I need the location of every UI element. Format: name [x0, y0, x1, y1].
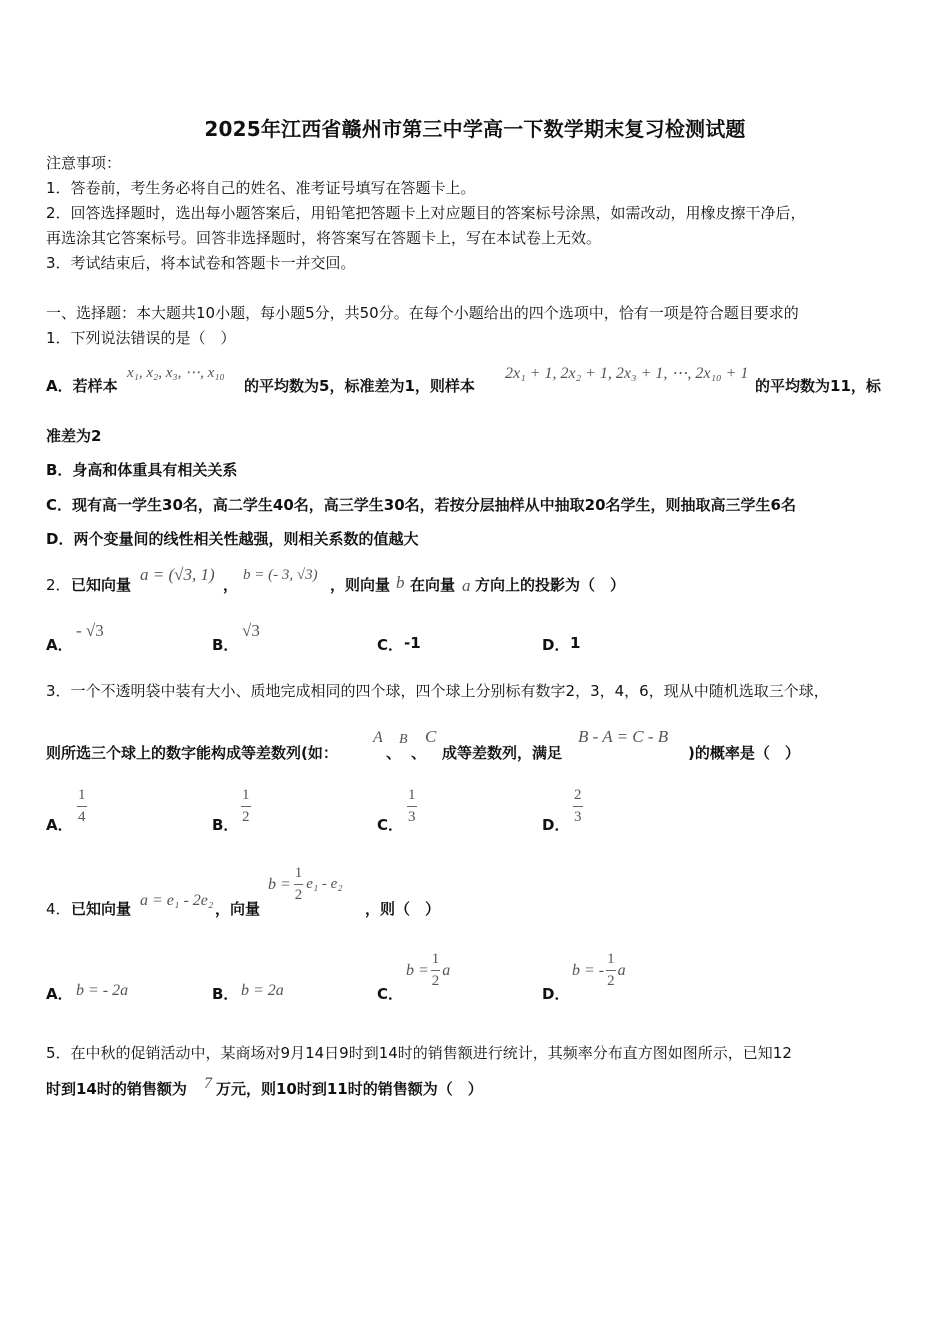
q4-b-half-den: 2: [294, 887, 303, 903]
q3-option-b-fraction: [241, 788, 251, 825]
q1-option-d: D．两个变量间的线性相关性越强，则相关系数的值越大: [46, 530, 419, 548]
q4-option-c-fraction: [431, 952, 441, 989]
q3-option-b-numerator: 1: [242, 787, 250, 803]
q3-option-c-numerator: 1: [408, 787, 416, 803]
q1-sample2-expression: 2x₁ + 1, 2x₂ + 1, 2x₃ + 1, ⋯, 2x₁₀ + 1: [505, 365, 749, 382]
q4-number: 4．: [46, 900, 71, 918]
q4-pre: 已知向量: [71, 900, 132, 918]
q2-a-symbol: a: [462, 576, 471, 595]
q4-vector-a-expression: a = e₁ - 2e₂: [140, 892, 214, 909]
q4-vector-b-expression: [268, 866, 343, 903]
q3-sep-1: 、: [386, 744, 402, 762]
q2-option-b-label: B．: [212, 636, 239, 654]
page-title: 2025年江西省赣州市第三中学高一下数学期末复习检测试题: [204, 117, 746, 141]
q3-condition: B - A = C - B: [578, 727, 669, 746]
q4-option-d-rhs: a: [617, 961, 626, 979]
q2-post1: ，则向量: [330, 576, 391, 594]
q4-mid: ，向量: [215, 900, 261, 918]
q4-option-d-label: D．: [542, 985, 570, 1003]
q3-line2-pre: 则所选三个球上的数字能构成等差数列(如：: [46, 744, 338, 762]
q3-line2-mid: 成等差数列，满足: [442, 744, 563, 762]
q4-option-d-lhs: b = -: [572, 961, 605, 979]
notice-item-1: 1．答卷前，考生务必将自己的姓名、准考证号填写在答题卡上。: [46, 179, 476, 197]
q4-b-lhs: b =: [268, 875, 291, 893]
q2-option-c-label: C．: [377, 636, 404, 654]
q1-option-a-cont: 准差为2: [46, 427, 102, 445]
q2-option-d-value: 1: [570, 634, 581, 652]
q2-vector-a: a = (√3, 1): [140, 565, 215, 584]
q3-option-d-fraction: [573, 788, 583, 825]
q1-option-a-post: 的平均数为11，标: [755, 377, 881, 395]
q1-option-c: C．现有高一学生30名，高二学生40名，高三学生30名，若按分层抽样从中抽取20名学生，则抽取高三学生6名: [46, 496, 796, 514]
q2-comma: ，: [223, 576, 239, 594]
q1-stem: 1．下列说法错误的是（ ）: [46, 329, 236, 347]
q2-option-c-value: -1: [404, 634, 421, 652]
q4-option-c-value: [406, 952, 450, 989]
q4-option-a-label: A．: [46, 985, 73, 1003]
q2-vector-b: b = (- 3, √3): [243, 567, 318, 583]
q2-number: 2．: [46, 576, 71, 594]
notice-item-2: 2．回答选择题时，选出每小题答案后，用铅笔把答题卡上对应题目的答案标号涂黑，如需改动，用橡皮擦干净后，: [46, 204, 806, 222]
q1-option-a-pre: A．若样本: [46, 377, 118, 395]
q4-post: ，则（ ）: [365, 900, 441, 918]
q3-option-d-denominator: 3: [574, 809, 582, 825]
q5-line1: 5．在中秋的促销活动中，某商场对9月14日9时到14时的销售额进行统计，其频率分布直方图如图所示，已知12: [46, 1044, 792, 1062]
q3-point-c: C: [425, 727, 437, 746]
q4-b-rhs: e₁ - e₂: [306, 876, 343, 892]
q3-option-d-label: D．: [542, 816, 570, 834]
q1-option-b: B．身高和体重具有相关关系: [46, 461, 238, 479]
q4-option-d-den: 2: [607, 973, 615, 989]
q4-option-c-rhs: a: [442, 961, 451, 979]
q3-point-a: A: [373, 729, 383, 746]
q5-line2-post: 万元，则10时到11时的销售额为（ ）: [216, 1080, 483, 1098]
q4-option-c-num: 1: [431, 951, 440, 967]
q2-post3: 方向上的投影为（ ）: [475, 576, 626, 594]
q3-option-a-denominator: 4: [78, 809, 86, 825]
q3-line2-post: )的概率是（ ）: [688, 744, 800, 762]
q3-option-c-denominator: 3: [408, 809, 416, 825]
q3-option-d-numerator: 2: [574, 787, 582, 803]
q3-option-a-numerator: 1: [78, 787, 86, 803]
q4-option-c-label: C．: [377, 985, 404, 1003]
q2-post2: 在向量: [410, 576, 456, 594]
q5-amount: 7: [204, 1075, 212, 1092]
q3-option-c-label: C．: [377, 816, 404, 834]
q2-option-d-label: D．: [542, 636, 570, 654]
q3-option-a-fraction: [77, 788, 87, 825]
q4-b-half: [294, 866, 304, 903]
notice-item-2-cont: 再选涂其它答案标号。回答非选择题时，将答案写在答题卡上，写在本试卷上无效。: [46, 229, 602, 247]
q5-line2-pre: 时到14时的销售额为: [46, 1080, 187, 1098]
section-heading: 一、选择题：本大题共10小题，每小题5分，共50分。在每个小题给出的四个选项中，恰有一项是符合题目要求的: [46, 304, 799, 322]
q2-option-b-value: √3: [242, 621, 260, 640]
q4-option-d-value: [572, 952, 626, 989]
q1-sample-expression: x₁, x₂, x₃, ⋯, x₁₀: [127, 365, 225, 381]
q3-option-b-label: B．: [212, 816, 239, 834]
q4-option-c-den: 2: [431, 973, 440, 989]
q3-line1: 3．一个不透明袋中装有大小、质地完成相同的四个球，四个球上分别标有数字2，3，4，6，现从中随机选取三个球，: [46, 682, 829, 700]
q2-pre: 已知向量: [71, 576, 132, 594]
q3-sep-2: 、: [411, 744, 427, 762]
q2-b-symbol: b: [396, 573, 405, 592]
q4-option-d-fraction: [606, 952, 616, 989]
q1-option-a-mid: 的平均数为5，标准差为1，则样本: [244, 377, 475, 395]
q4-b-half-num: 1: [294, 865, 303, 881]
q2-option-a-label: A．: [46, 636, 73, 654]
q3-option-b-denominator: 2: [242, 809, 250, 825]
notice-heading: 注意事项：: [46, 154, 122, 172]
q4-option-d-num: 1: [607, 951, 615, 967]
q3-option-a-label: A．: [46, 816, 73, 834]
q3-option-c-fraction: [407, 788, 417, 825]
q3-point-b: B: [399, 732, 408, 747]
notice-item-3: 3．考试结束后，将本试卷和答题卡一并交回。: [46, 254, 356, 272]
q2-option-a-value: - √3: [76, 621, 104, 640]
q4-option-b-label: B．: [212, 985, 239, 1003]
q4-option-a-value: b = - 2a: [76, 982, 129, 999]
q4-option-b-value: b = 2a: [241, 982, 284, 999]
q4-option-c-lhs: b =: [406, 961, 429, 979]
